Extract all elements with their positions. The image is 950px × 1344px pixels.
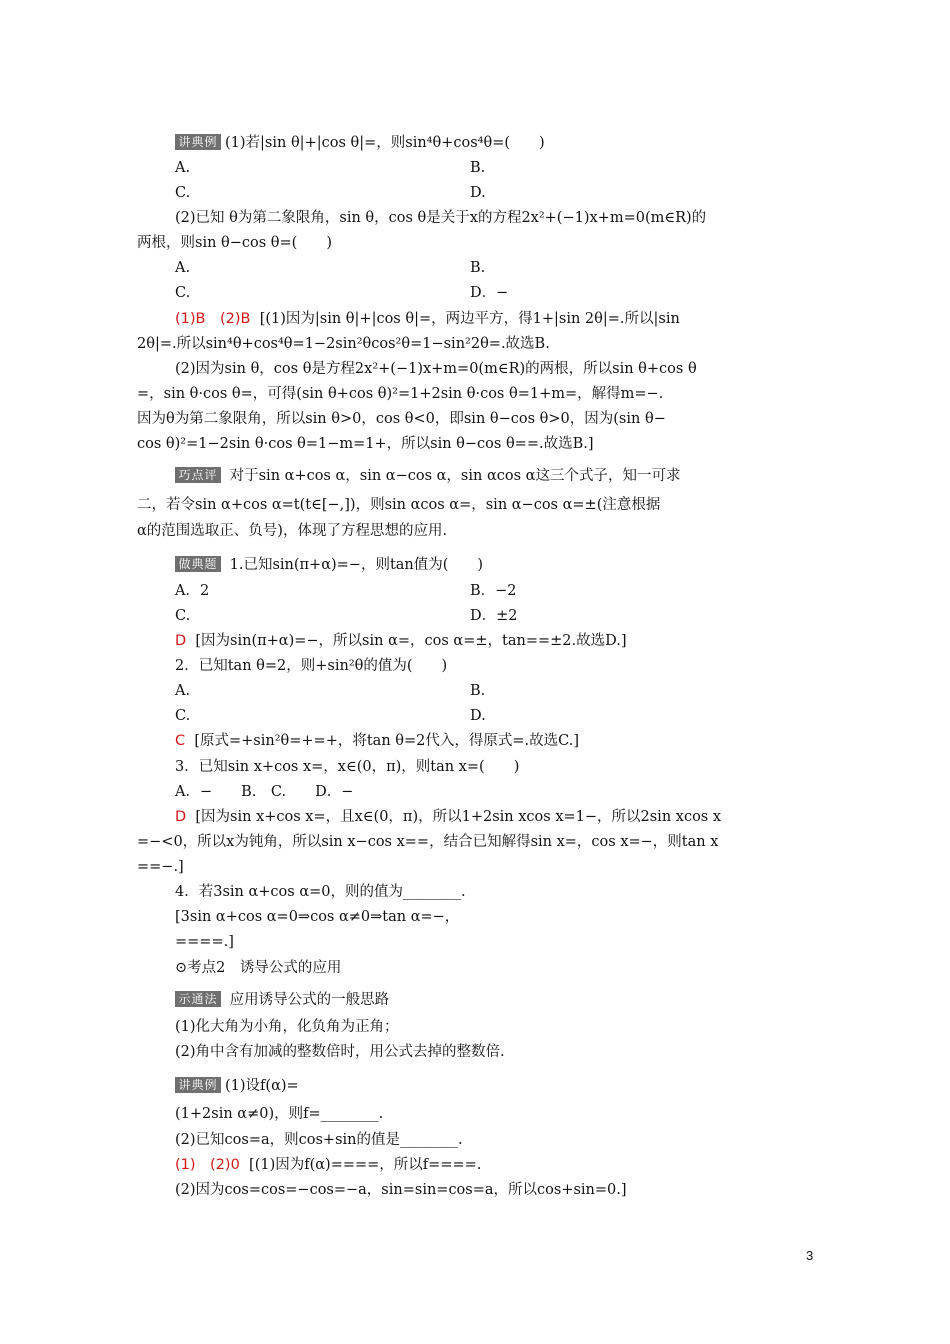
option-c: C. — [175, 708, 191, 724]
example-2-question-cont: 两根，则sin θ−cos θ=( ) — [137, 235, 332, 251]
solution-text: (2)因为cos=cos=−cos=−a，sin=sin=cos=a，所以cos+sin=0.] — [175, 1182, 627, 1198]
option-a: A. — [175, 683, 191, 699]
page-number: 3 — [806, 1248, 814, 1263]
solution-text: cos θ)²=1−2sin θ·cos θ=1−m=1+，所以sin θ−cos θ==.故选B.] — [137, 436, 594, 452]
comment-paragraph: 巧点评 对于sin α+cos α，sin α−cos α，sin αcos α这三个式子，知一可求 — [175, 466, 680, 486]
example-2-question: (2)已知 θ为第二象限角，sin θ，cos θ是关于x的方程2x²+(−1)x+m=0(m∈R)的 — [175, 210, 707, 226]
option-c: C. — [175, 285, 191, 301]
question-text: (1+2sin α≠0)，则f=________. — [175, 1106, 384, 1122]
method-step: (2)角中含有加减的整数倍时，用公式去掉的整数倍. — [175, 1044, 505, 1060]
answer-line: D [因为sin(π+α)=−，所以sin α=，cos α=±，tan==±2.故选D.] — [175, 633, 627, 649]
option-d: D．±2 — [470, 608, 518, 624]
question-text: (2)已知cos=a，则cos+sin的值是________. — [175, 1132, 463, 1148]
solution-text: ====.] — [175, 934, 234, 950]
method-heading: 示通法 应用诱导公式的一般思路 — [175, 990, 389, 1010]
solution-text: ==−.] — [137, 859, 184, 875]
option-a: A. — [175, 160, 191, 176]
qiao-dianping-badge: 巧点评 — [175, 467, 221, 483]
option-d: D. — [470, 185, 486, 201]
option-c: C. — [175, 608, 191, 624]
solution-text: (2)因为sin θ，cos θ是方程2x²+(−1)x+m=0(m∈R)的两根，所以sin θ+cos θ — [175, 361, 697, 377]
option-b: B. — [470, 683, 486, 699]
option-c: C. — [175, 185, 191, 201]
solution-text: 2θ|=.所以sin⁴θ+cos⁴θ=1−2sin²θcos²θ=1−sin²2θ=.故选B. — [137, 336, 550, 352]
jiang-dianli-badge: 讲典例 — [175, 1077, 221, 1093]
options-row: A．− B. C. D．− — [175, 784, 354, 800]
example-1-question: 讲典例 (1)若|sin θ|+|cos θ|=，则sin⁴θ+cos⁴θ=( ) — [175, 133, 545, 153]
answer-key: (1) (2)0 — [175, 1157, 240, 1173]
exercise-1-question: 做典题 1.已知sin(π+α)=−，则tan值为( ) — [175, 555, 483, 575]
option-a: A．2 — [175, 583, 210, 599]
example-3-question: 讲典例 (1)设f(α)= — [175, 1076, 299, 1096]
solution-text: 因为θ为第二象限角，所以sin θ>0，cos θ<0，即sin θ−cos θ>0，因为(sin θ− — [137, 411, 666, 427]
section-heading: ⊙考点2 诱导公式的应用 — [175, 960, 342, 976]
solution-text: =−<0，所以x为钝角，所以sin x−cos x==，结合已知解得sin x=，cos x=−，则tan x — [137, 834, 719, 850]
answer-key: D — [175, 633, 187, 649]
exercise-3-question: 3．已知sin x+cos x=，x∈(0，π)，则tan x=( ) — [175, 759, 520, 775]
exercise-2-question: 2．已知tan θ=2，则+sin²θ的值为( ) — [175, 658, 448, 674]
answer-line: (1)B (2)B [(1)因为|sin θ|+|cos θ|=，两边平方，得1+|sin 2θ|=.所以|sin — [175, 311, 680, 327]
solution-text: =，sin θ·cos θ=，可得(sin θ+cos θ)²=1+2sin θ·cos θ=1+m=，解得m=−. — [137, 386, 664, 402]
answer-line: (1) (2)0 [(1)因为f(α)====，所以f====. — [175, 1157, 482, 1173]
jiang-dianli-badge: 讲典例 — [175, 134, 221, 150]
option-b: B. — [470, 160, 486, 176]
option-b: B. — [470, 260, 486, 276]
exercise-4-question: 4．若3sin α+cos α=0，则的值为________. — [175, 884, 466, 900]
option-d: D. — [470, 708, 486, 724]
comment-text: 二，若令sin α+cos α=t(t∈[−,])，则sin αcos α=，sin α−cos α=±(注意根据 — [137, 497, 661, 513]
answer-key: D — [175, 809, 187, 825]
zuo-dianti-badge: 做典题 — [175, 556, 221, 572]
answer-line: D [因为sin x+cos x=，且x∈(0，π)，所以1+2sin xcos x=1−，所以2sin xcos x — [175, 809, 722, 825]
answer-key: (1)B (2)B — [175, 311, 251, 327]
comment-text: α的范围选取正、负号)，体现了方程思想的应用. — [137, 523, 448, 539]
solution-text: [3sin α+cos α=0⇒cos α≠0⇒tan α=−， — [175, 909, 460, 925]
shi-tongfa-badge: 示通法 — [175, 991, 221, 1007]
method-step: (1)化大角为小角，化负角为正角； — [175, 1019, 399, 1035]
answer-line: C [原式=+sin²θ=+=+，将tan θ=2代入，得原式=.故选C.] — [175, 733, 579, 749]
answer-key: C — [175, 733, 186, 749]
option-b: B．−2 — [470, 583, 517, 599]
option-d: D．− — [470, 285, 509, 301]
option-a: A. — [175, 260, 191, 276]
